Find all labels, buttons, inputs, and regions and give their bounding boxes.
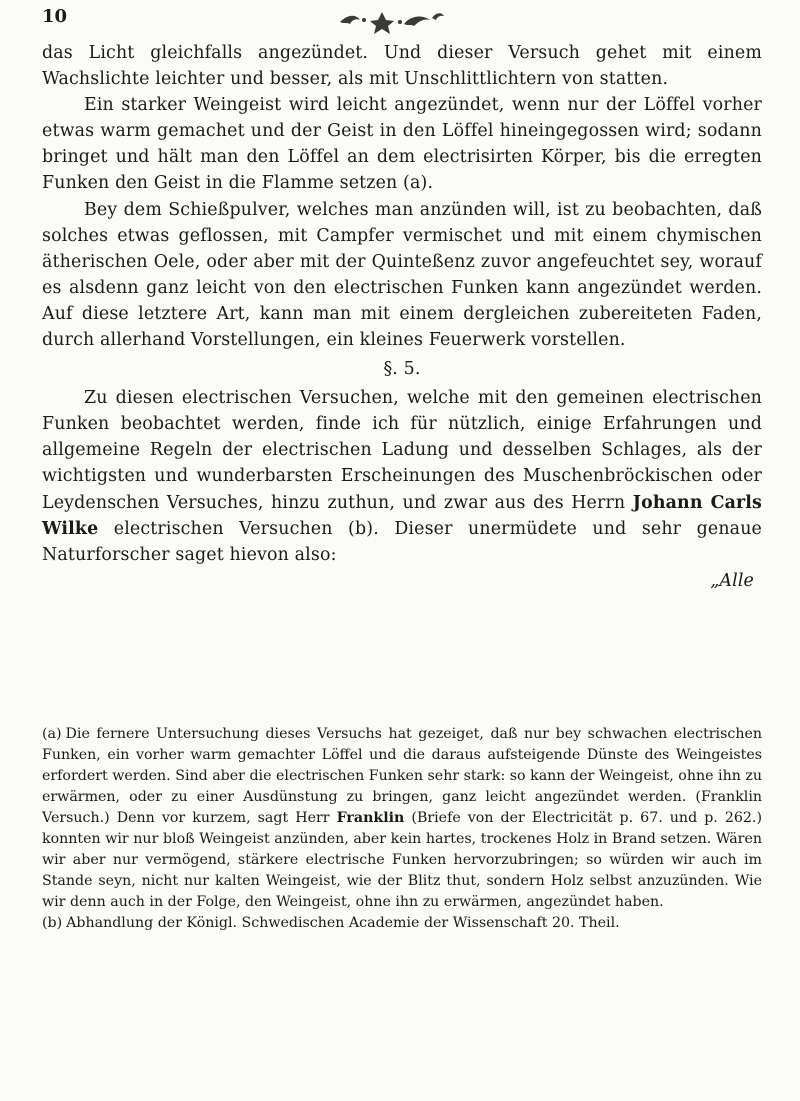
footnote-b-mark: (b) [42, 915, 63, 931]
footnote-a-text-end: (Briefe von der Electricität p. 67. und p. 262.) konnten wir nur bloß Weingeist anzünden, aber kein hartes, trockenes Holz in Brand setzen. Wären wir aber nur vermögend, stärkere electrische Funken hervorzubringen; so würden wir auch im Stande seyn, nicht nur kalten Weingeist, wie der Blitz thut, sondern Holz selbst anzuzünden. Wie wir denn auch in der Folge, den Weingeist, ohne ihn zu erwärmen, angezündet haben. [42, 810, 762, 910]
section-heading: §. 5. [383, 359, 421, 380]
page-header [42, 6, 762, 38]
footnote-a [42, 724, 762, 913]
paragraph-wilke-text-end: electrischen Versuchen (b). Dieser unermüdete und sehr genaue Naturforscher saget hievon also: [42, 518, 762, 565]
paragraph-spirit: Ein starker Weingeist wird leicht angezündet, wenn nur der Löffel vorher etwas warm gemachet und der Geist in den Löffel hineingegossen wird; sodann bringet und hält man den Löffel an dem electrisirten Körper, bis die erregten Funken den Geist in die Flamme setzen (a). [42, 95, 762, 194]
catchword: „Alle [710, 570, 754, 591]
footnote-b [42, 913, 762, 934]
footnote-b-text: Abhandlung der Königl. Schwedischen Academie der Wissenschaft 20. Theil. [66, 915, 620, 931]
printer-ornament-icon [300, 6, 480, 36]
footnote-a-text: Die fernere Untersuchung dieses Versuchs hat gezeiget, daß nur bey schwachen electrischen Funken, ein vorher warm gemachter Löffel und die daraus aufsteigende Dünste des Weingeistes erfordert werden. Sind aber die electrischen Funken sehr stark: so kann der Weingeist, ohne ihn zu erwärmen, oder zu einer Ausdünstung zu bringen, ganz leicht angezündet werden. (Franklin Versuch.) Denn vor kurzem, sagt Herr [42, 726, 762, 826]
paragraph-wilke [42, 385, 762, 568]
footnote-a-mark: (a) [42, 726, 62, 742]
paragraph-gunpowder: Bey dem Schießpulver, welches man anzünden will, ist zu beobachten, daß solches etwas geflossen, mit Campfer vermischet und mit einem chymischen ätherischen Oele, oder aber mit der Quinteßenz zuvor angefeuchtet sey, worauf es alsdenn ganz leicht von den electrischen Funken kann angezündet werden. Auf diese letztere Art, kann man mit einem dergleichen zubereiteten Faden, durch allerhand Vorstellungen, ein kleines Feuerwerk vorstellen. [42, 199, 762, 351]
main-text [42, 40, 762, 594]
paragraph-candle: das Licht gleichfalls angezündet. Und dieser Versuch gehet mit einem Wachslichte leichter und besser, als mit Unschlittlichtern von statten. [42, 43, 762, 90]
page-number: 10 [42, 6, 68, 27]
footnote-a-name: Franklin [336, 810, 405, 826]
paragraph-wilke-text: Zu diesen electrischen Versuchen, welche mit den gemeinen electrischen Funken beobachtet werden, finde ich für nützlich, einige Erfahrungen und allgemeine Regeln der electrischen Ladung und desselben Schlages, als der wichtigsten und wunderbarsten Erscheinungen des Muschenbröckischen oder Leydenschen Versuches, hinzu zuthun, und zwar aus des Herrn [42, 388, 762, 513]
author-name: Johann Carls Wilke [42, 492, 763, 539]
footnotes [42, 724, 762, 934]
